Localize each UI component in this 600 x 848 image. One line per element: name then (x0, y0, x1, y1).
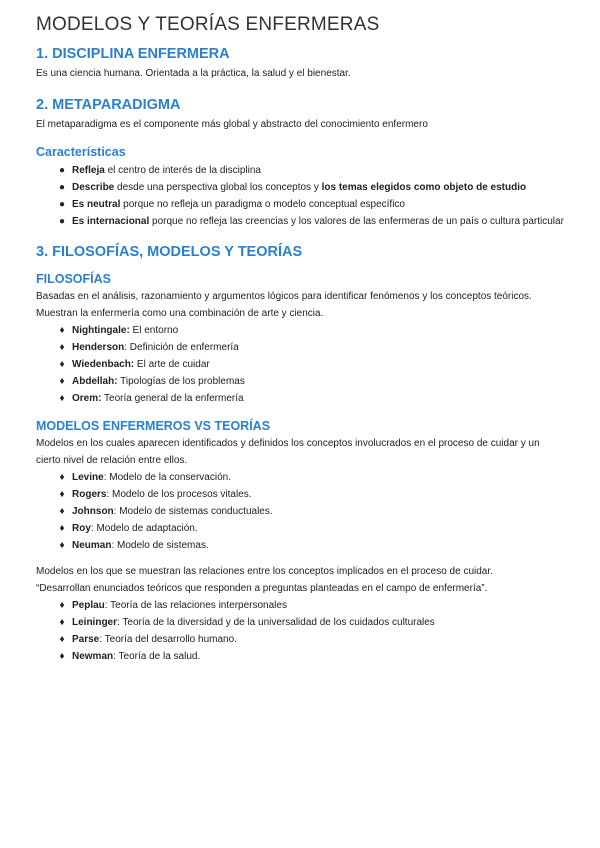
filosofias-list (36, 322, 564, 407)
diamond-bullet-icon: ♦ (59, 506, 65, 517)
modelos-text-1: Modelos en los cuales aparecen identificados y definidos los conceptos involucrados en el proceso de cuidar y un cierto nivel de relación entre ellos. (36, 438, 540, 466)
list-item: ♦ Johnson: Modelo de sistemas conductuales. (56, 503, 564, 520)
modelos-heading: MODELOS ENFERMEROS VS TEORÍAS (36, 419, 271, 433)
list-item: ♦ Neuman: Modelo de sistemas. (56, 537, 564, 554)
list-item: ♦ Nightingale: El entorno (56, 322, 564, 339)
list-item: ● Refleja el centro de interés de la disciplina (56, 162, 564, 179)
list-item: ♦ Leininger: Teoría de la diversidad y de la universalidad de los cuidados culturales (56, 614, 564, 631)
list-item: ♦ Peplau: Teoría de las relaciones interpersonales (56, 597, 564, 614)
diamond-bullet-icon: ♦ (59, 325, 65, 336)
bullet-icon: ● (58, 182, 66, 193)
bullet-icon: ● (58, 199, 66, 210)
list-item: ♦ Roy: Modelo de adaptación. (56, 520, 564, 537)
section-3-heading: 3. FILOSOFÍAS, MODELOS Y TEORÍAS (36, 244, 303, 260)
section-1-heading: 1. DISCIPLINA ENFERMERA (36, 46, 230, 62)
document-title: MODELOS Y TEORÍAS ENFERMERAS (36, 14, 380, 35)
teorias-text-1: Modelos en los que se muestran las relaciones entre los conceptos implicados en el proceso de cuidar. (36, 566, 493, 577)
diamond-bullet-icon: ♦ (59, 489, 65, 500)
characteristics-list (36, 162, 564, 230)
diamond-bullet-icon: ♦ (59, 651, 65, 662)
diamond-bullet-icon: ♦ (59, 393, 65, 404)
bullet-icon: ● (58, 216, 66, 227)
list-item: ♦ Orem: Teoría general de la enfermería (56, 390, 564, 407)
diamond-bullet-icon: ♦ (59, 523, 65, 534)
list-item: ♦ Parse: Teoría del desarrollo humano. (56, 631, 564, 648)
section-2-heading: 2. METAPARADIGMA (36, 96, 181, 113)
diamond-bullet-icon: ♦ (59, 540, 65, 551)
diamond-bullet-icon: ♦ (59, 342, 65, 353)
section-1-text: Es una ciencia humana. Orientada a la práctica, la salud y el bienestar. (36, 68, 351, 79)
modelos-list (36, 469, 564, 554)
list-item: ♦ Abdellah: Tipologías de los problemas (56, 373, 564, 390)
filosofias-text-1: Basadas en el análisis, razonamiento y argumentos lógicos para identificar fenómenos y los conceptos teóricos. (36, 291, 532, 302)
diamond-bullet-icon: ♦ (59, 359, 65, 370)
list-item: ♦ Newman: Teoría de la salud. (56, 648, 564, 665)
diamond-bullet-icon: ♦ (59, 376, 65, 387)
list-item: ● Describe desde una perspectiva global los conceptos y los temas elegidos como objeto de estudio (56, 179, 564, 196)
bullet-icon: ● (58, 165, 66, 176)
list-item: ♦ Levine: Modelo de la conservación. (56, 469, 564, 486)
diamond-bullet-icon: ♦ (59, 634, 65, 645)
diamond-bullet-icon: ♦ (59, 472, 65, 483)
list-item: ♦ Henderson: Definición de enfermería (56, 339, 564, 356)
teorias-list (36, 597, 564, 665)
diamond-bullet-icon: ♦ (59, 600, 65, 611)
diamond-bullet-icon: ♦ (59, 617, 65, 628)
list-item: ● Es neutral porque no refleja un paradigma o modelo conceptual específico (56, 196, 564, 213)
characteristics-heading: Características (36, 145, 126, 159)
list-item: ● Es internacional porque no refleja las creencias y los valores de las enfermeras de un país o cultura particular (56, 213, 564, 230)
filosofias-text-2: Muestran la enfermería como una combinación de arte y ciencia. (36, 307, 324, 319)
list-item: ♦ Rogers: Modelo de los procesos vitales. (56, 486, 564, 503)
teorias-text-2: “Desarrollan enunciados teóricos que responden a preguntas planteadas en el campo de enfermería”. (36, 582, 488, 594)
list-item: ♦ Wiedenbach: El arte de cuidar (56, 356, 564, 373)
section-2-text: El metaparadigma es el componente más global y abstracto del conocimiento enfermero (36, 118, 428, 130)
filosofias-heading: FILOSOFÍAS (36, 272, 111, 286)
